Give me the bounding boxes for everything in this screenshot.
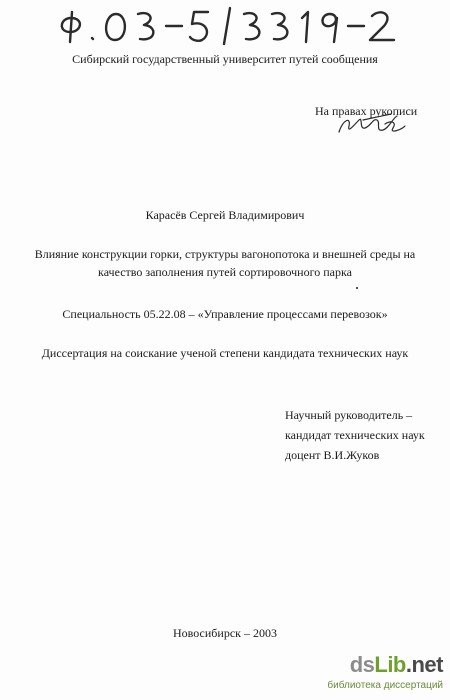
dslib-watermark-logo	[327, 652, 447, 698]
university-name: Сибирский государственный университет путей сообщения	[72, 52, 378, 66]
supervisor-line-3: доцент В.И.Жуков	[285, 448, 380, 462]
watermark-brand-net: .net	[405, 652, 443, 677]
place-and-year: Новосибирск – 2003	[173, 626, 277, 640]
handwritten-signature	[333, 110, 413, 140]
dissertation-title-line-1: Влияние конструкции горки, структуры вагонопотока и внешней среды на	[34, 247, 416, 261]
supervisor-line-1: Научный руководитель –	[285, 408, 413, 422]
speck	[356, 287, 358, 289]
handwritten-archive-code	[58, 4, 398, 46]
specialty: Специальность 05.22.08 – «Управление процессами перевозок»	[62, 307, 388, 321]
watermark-brand-ds: ds	[349, 652, 375, 677]
degree-statement: Диссертация на соискание ученой степени кандидата технических наук	[41, 346, 409, 360]
watermark-tagline: библиотека диссертаций	[327, 680, 443, 691]
author-name: Карасёв Сергей Владимирович	[145, 208, 305, 222]
supervisor-line-2: кандидат технических наук	[285, 428, 425, 442]
watermark-brand	[350, 652, 443, 678]
manuscript-note: На правах рукописи	[315, 104, 418, 118]
dissertation-title-line-2: качество заполнения путей сортировочного парка	[98, 265, 352, 279]
watermark-brand-lib: Lib	[374, 652, 406, 677]
